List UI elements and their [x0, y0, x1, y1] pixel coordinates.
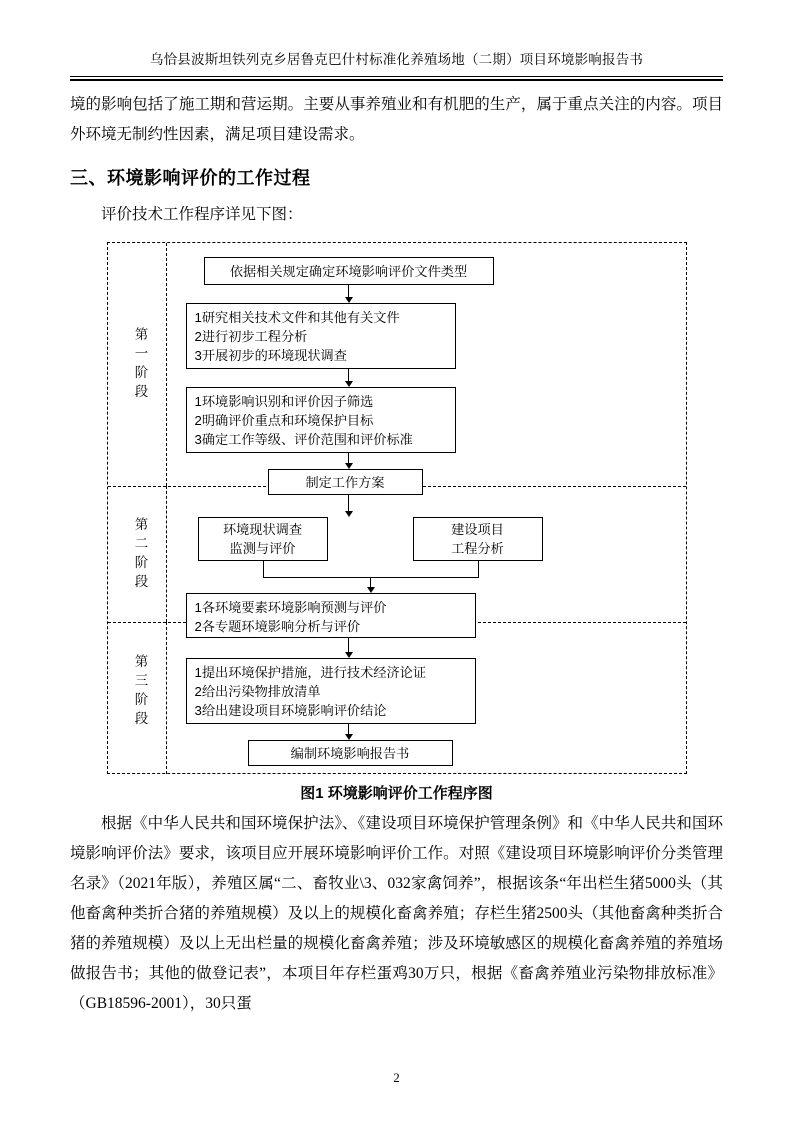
flow-box-document-type: 依据相关规定确定环境影响评价文件类型: [204, 257, 494, 285]
stage-label-1: 第 一 阶 段: [134, 327, 149, 399]
stage-vline-2: [166, 486, 167, 622]
connector-merge: [263, 577, 479, 578]
flow-box-impact-identification: 1环境影响识别和评价因子筛选 2明确评价重点和环境保护目标 3确定工作等级、评价范围和评价标准: [186, 387, 456, 453]
figure-caption: 图1 环境影响评价工作程序图: [300, 785, 493, 802]
page-content: [70, 90, 723, 1019]
flow-box-project-analysis: 建设项目 工程分析: [413, 517, 543, 561]
header-divider: [70, 76, 723, 81]
flowchart: [107, 242, 687, 774]
flow-box-status-survey: 环境现状调查 监测与评价: [198, 517, 328, 561]
connector-5a: [263, 561, 264, 577]
stage-vline-3: [166, 622, 167, 774]
flow-box-report-compilation: 编制环境影响报告书: [248, 740, 453, 766]
paragraph-3: 根据《中华人民共和国环境保护法》、《建设项目环境保护管理条例》和《中华人民共和国环境影响评价法》要求，该项目应开展环境影响评价工作。对照《建设项目环境影响评价分类管理名录》（2021年版），养殖区属“二、畜牧业\3、032家禽饲养”，根据该条“年出栏生猪5000头（其他畜禽种类折合猪的养殖规模）及以上的规模化畜禽养殖；存栏生猪2500头（其他畜禽种类折合猪的养殖规模）及以上无出栏量的规模化畜禽养殖；涉及环境敏感区的规模化畜禽养殖的养殖场做报告书；其他的做登记表”，本项目年存栏蛋鸡30万只，根据《畜禽养殖业污染物排放标准》（GB18596-2001），30只蛋: [70, 815, 723, 1012]
page-header: 乌恰县波斯坦铁列克乡居鲁克巴什村标准化养殖场地（二期）项目环境影响报告书: [149, 52, 644, 67]
stage-label-2: 第 二 阶 段: [134, 517, 149, 589]
arrow-4: [345, 511, 353, 517]
paragraph-1: 境的影响包括了施工期和营运期。主要从事养殖业和有机肥的生产，属于重点关注的内容。项目外环境无制约性因素，满足项目建设需求。: [70, 96, 723, 143]
page-number: 2: [393, 1070, 400, 1085]
stage-label-3: 第 三 阶 段: [134, 654, 149, 726]
section-heading: 三、环境影响评价的工作过程: [70, 168, 311, 188]
flow-box-preliminary-analysis: 1研究相关技术文件和其他有关文件 2进行初步工程分析 3开展初步的环境现状调查: [186, 303, 456, 369]
flow-box-protection-measures: 1提出环境保护措施，进行技术经济论证 2给出污染物排放清单 3给出建设项目环境影响评价结论: [186, 658, 476, 724]
connector-6a: [478, 561, 479, 577]
flow-box-prediction-evaluation: 1各环境要素环境影响预测与评价 2各专题环境影响分析与评价: [186, 593, 476, 638]
stage-vline-1: [166, 243, 167, 486]
flow-box-work-plan: 制定工作方案: [268, 469, 423, 495]
paragraph-2: 评价技术工作程序详见下图：: [101, 206, 303, 223]
